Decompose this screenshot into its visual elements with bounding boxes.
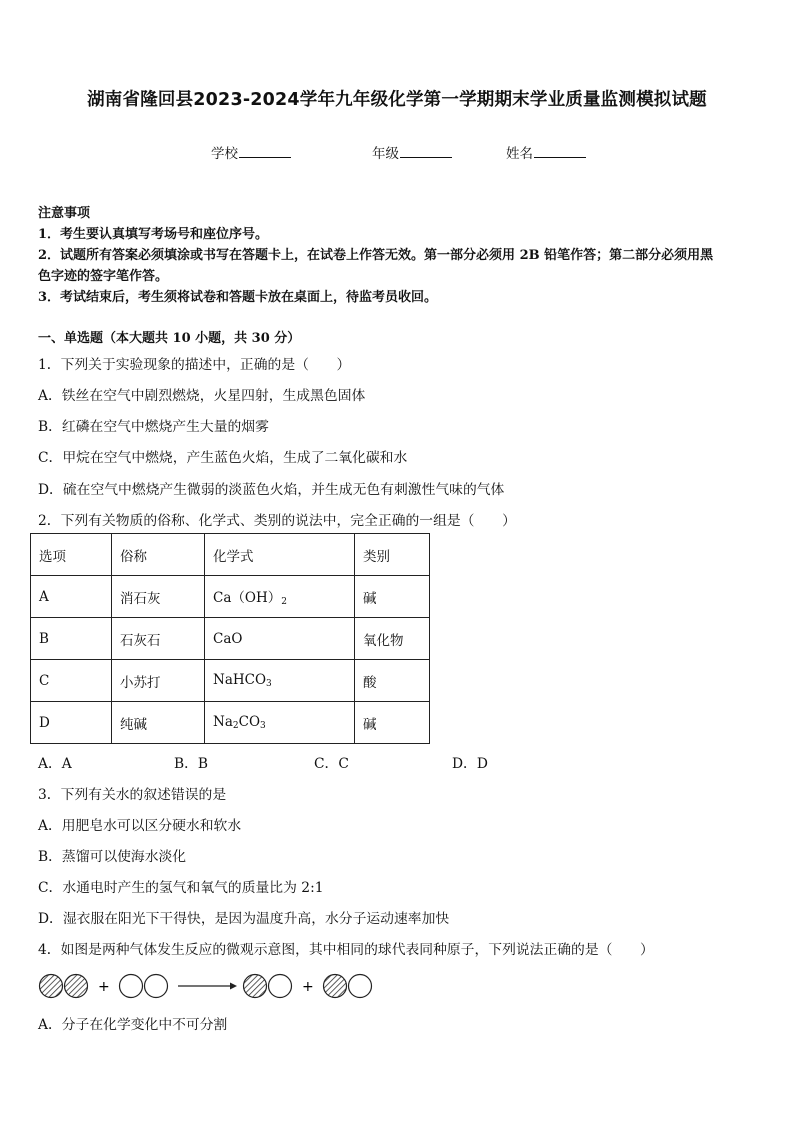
formula-cell xyxy=(205,702,355,744)
table-cell: 氧化物 xyxy=(355,618,430,660)
formula-text: NaHCO xyxy=(213,672,267,688)
school-blank[interactable] xyxy=(239,144,291,158)
table-cell: 纯碱 xyxy=(112,702,205,744)
note-item: 1．考生要认真填写考场号和座位序号。 xyxy=(38,227,269,242)
plus-sign: + xyxy=(302,979,314,995)
note-item: 2．试题所有答案必须填涂或书写在答题卡上，在试卷上作答无效。第一部分必须用 2B 铅笔作答；第二部分必须用黑 xyxy=(38,248,714,263)
school-field[interactable] xyxy=(211,142,291,162)
formula-text: Na xyxy=(213,714,233,730)
reaction-arrow xyxy=(178,983,237,990)
answer-b[interactable]: B．B xyxy=(174,756,209,772)
table-cell: 碱 xyxy=(355,576,430,618)
option-a[interactable]: A．铁丝在空气中剧烈燃烧，火星四射，生成黑色固体 xyxy=(38,388,366,404)
table-row xyxy=(31,618,430,660)
note-item: 3．考试结束后，考生须将试卷和答题卡放在桌面上，待监考员收回。 xyxy=(38,290,438,305)
formula-subscript: 3 xyxy=(266,679,272,689)
formula-text: CaO xyxy=(213,630,243,647)
formula-text: Ca（OH） xyxy=(213,590,282,606)
mixed-molecule xyxy=(324,975,372,998)
open-molecule xyxy=(120,975,168,998)
question-stem: 1．下列关于实验现象的描述中，正确的是（ ） xyxy=(38,357,351,373)
question-stem: 2．下列有关物质的俗称、化学式、类别的说法中，完全正确的一组是（ ） xyxy=(38,513,516,529)
table-header-row xyxy=(31,534,430,576)
question-stem: 4．如图是两种气体发生反应的微观示意图，其中相同的球代表同种原子，下列说法正确的是（ ） xyxy=(38,942,654,958)
option-a[interactable]: A．分子在化学变化中不可分割 xyxy=(38,1017,228,1033)
answer-a[interactable]: A．A xyxy=(38,756,72,772)
table-row xyxy=(31,576,430,618)
formula-subscript: 2 xyxy=(232,721,239,731)
option-d[interactable]: D．湿衣服在阳光下干得快，是因为温度升高，水分子运动速率加快 xyxy=(38,911,450,927)
name-label: 姓名 xyxy=(506,146,533,162)
hatched-molecule xyxy=(40,975,88,998)
formula-text: CO xyxy=(238,714,261,730)
table-header-cell: 化学式 xyxy=(205,534,355,576)
option-c[interactable]: C．甲烷在空气中燃烧，产生蓝色火焰，生成了二氧化碳和水 xyxy=(38,450,408,466)
table-header-cell: 俗称 xyxy=(112,534,205,576)
page-title: 湖南省隆回县2023-2024学年九年级化学第一学期期末学业质量监测模拟试题 xyxy=(87,90,707,110)
note-item: 色字迹的签字笔作答。 xyxy=(38,269,169,284)
answer-c[interactable]: C．C xyxy=(314,756,349,772)
name-field[interactable] xyxy=(506,142,586,162)
section-heading: 一、单选题（本大题共 10 小题，共 30 分） xyxy=(38,331,301,346)
table-cell: 消石灰 xyxy=(112,576,205,618)
formula-subscript: 3 xyxy=(260,721,266,731)
table-cell: 石灰石 xyxy=(112,618,205,660)
notes-heading: 注意事项 xyxy=(38,206,91,221)
table-cell: 碱 xyxy=(355,702,430,744)
reaction-diagram xyxy=(36,970,386,1004)
mixed-molecule xyxy=(244,975,292,998)
option-b[interactable]: B．蒸馏可以使海水淡化 xyxy=(38,849,187,865)
name-blank[interactable] xyxy=(534,144,586,158)
table-cell: 小苏打 xyxy=(112,660,205,702)
formula-cell xyxy=(205,618,355,660)
table-cell: B xyxy=(31,618,112,660)
table-cell: D xyxy=(31,702,112,744)
grade-blank[interactable] xyxy=(400,144,452,158)
table-row xyxy=(31,702,430,744)
option-d[interactable]: D．硫在空气中燃烧产生微弱的淡蓝色火焰，并生成无色有刺激性气味的气体 xyxy=(38,482,505,498)
formula-cell xyxy=(205,660,355,702)
grade-field[interactable] xyxy=(372,142,452,162)
table-cell: C xyxy=(31,660,112,702)
option-a[interactable]: A．用肥皂水可以区分硬水和软水 xyxy=(38,818,242,834)
question-stem: 3．下列有关水的叙述错误的是 xyxy=(38,787,227,803)
school-label: 学校 xyxy=(211,146,238,162)
table-cell: 酸 xyxy=(355,660,430,702)
option-c[interactable]: C．水通电时产生的氢气和氧气的质量比为 2:1 xyxy=(38,880,324,896)
formula-cell xyxy=(205,576,355,618)
table-header-cell: 选项 xyxy=(31,534,112,576)
formula-subscript: 2 xyxy=(281,597,287,607)
table-row xyxy=(31,660,430,702)
table-cell: A xyxy=(31,576,112,618)
table-header-cell: 类别 xyxy=(355,534,430,576)
answer-d[interactable]: D．D xyxy=(452,756,488,772)
plus-sign: + xyxy=(98,979,110,995)
grade-label: 年级 xyxy=(372,146,399,162)
options-table xyxy=(30,533,430,744)
option-b[interactable]: B．红磷在空气中燃烧产生大量的烟雾 xyxy=(38,419,269,435)
